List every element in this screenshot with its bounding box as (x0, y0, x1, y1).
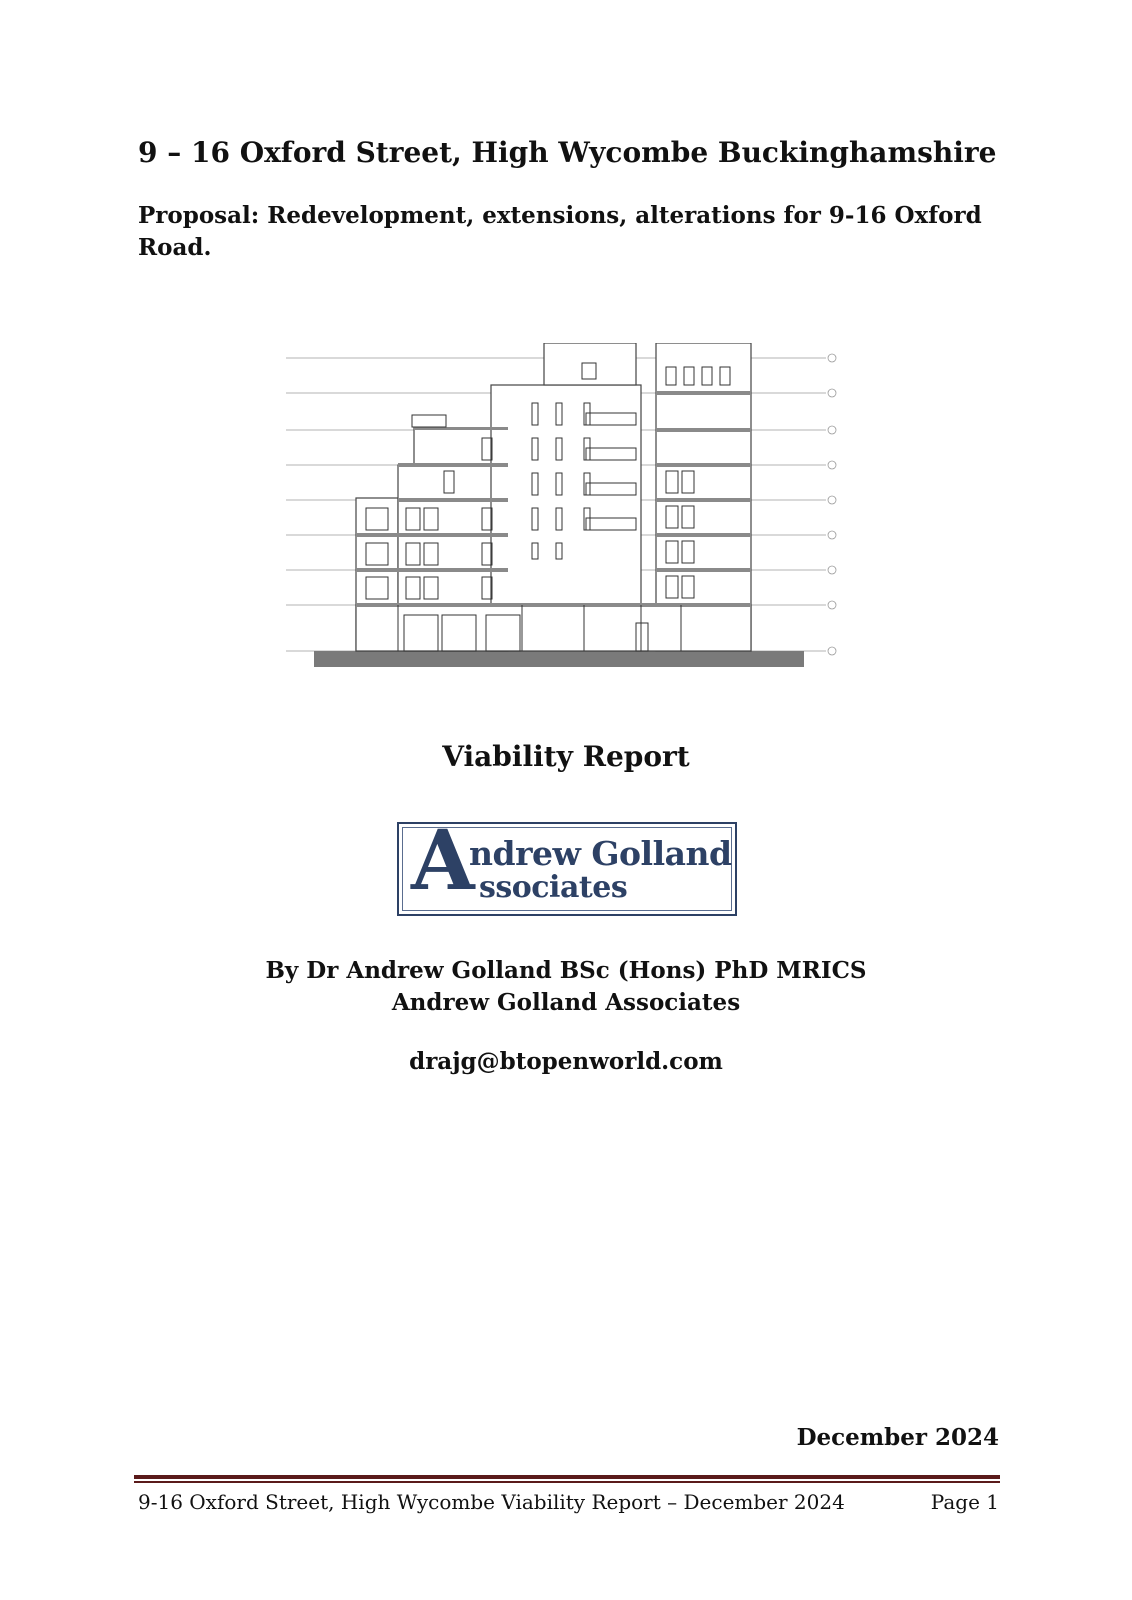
report-date: December 2024 (796, 1424, 999, 1451)
page-number: Page 1 (930, 1490, 999, 1514)
proposal-line-1: Proposal: Redevelopment, extensions, alterations for 9-16 Oxford (138, 202, 982, 229)
footer-rule-thick (134, 1475, 1000, 1479)
logo-line-2: ssociates (479, 870, 628, 905)
report-title: Viability Report (442, 740, 690, 773)
author-line-2: Andrew Golland Associates (391, 989, 741, 1016)
logo-letter: A (411, 813, 475, 909)
author-email: drajg@btopenworld.com (409, 1048, 723, 1075)
author-block (0, 955, 1132, 1019)
proposal-text (138, 200, 1000, 264)
footer-text: 9-16 Oxford Street, High Wycombe Viability Report – December 2024 (138, 1490, 845, 1514)
building-elevation-drawing (286, 343, 858, 683)
author-line-1: By Dr Andrew Golland BSc (Hons) PhD MRICS (265, 957, 867, 984)
footer-rule-thin (134, 1481, 1000, 1483)
document-title: 9 – 16 Oxford Street, High Wycombe Buckinghamshire (138, 136, 997, 169)
logo-line-1: ndrew Golland (469, 834, 732, 873)
proposal-line-2: Road. (138, 234, 212, 261)
footer-rule (134, 1475, 1000, 1483)
company-logo (397, 813, 737, 916)
